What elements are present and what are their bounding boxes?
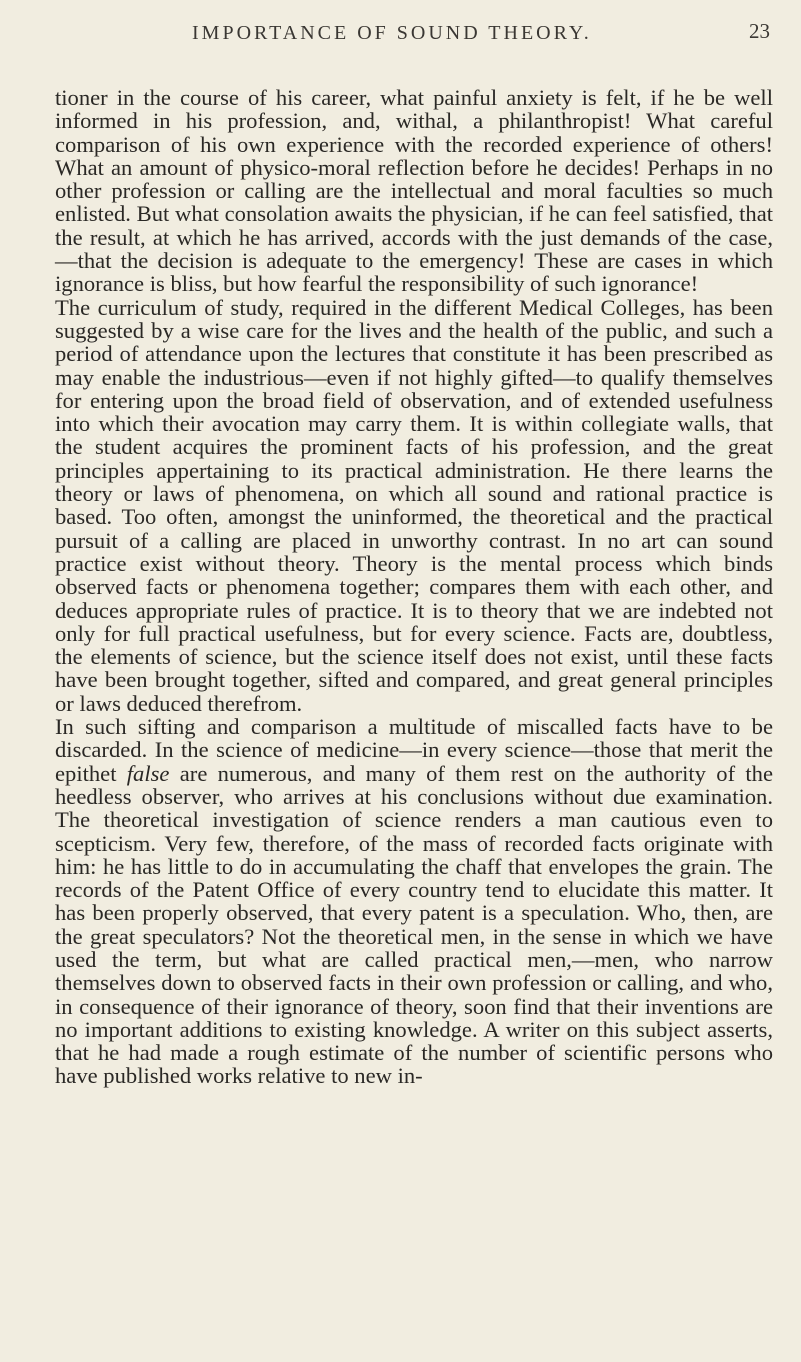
body-text [55,86,773,1088]
italic-word-false: false [126,760,170,786]
page-number: 23 [749,19,770,43]
paragraph-2 [55,296,773,715]
paragraph-1 [55,86,773,296]
paragraph-2-text: The curriculum of study, required in the different Medical Colleges, has been suggested by a wise care for the lives and the health of the public, and such a period of attendance upon the lectures that constitute it has been prescribed as may enable the industrious—even if not highly gifted—to qualify themselves for entering upon the broad field of observation, and of extended usefulness into which their avocation may carry them. It is within collegiate walls, that the student acquires the prominent facts of his profession, and the great principles appertaining to its practical administration. He there learns the theory or laws of phenomena, on which all sound and rational practice is based. Too often, amongst the uninformed, the theoretical and the practical pursuit of a calling are placed in unworthy contrast. In no art can sound practice exist without theory. Theory is the mental process which binds observed facts or phenomena together; compares them with each other, and deduces appropriate rules of practice. It is to theory that we are indebted not only for full practical usefulness, but for every science. Facts are, doubtless, the elements of science, but the science itself does not exist, until these facts have been brought together, sifted and compared, and great general principles or laws deduced therefrom. [55,294,773,716]
running-head: IMPORTANCE OF SOUND THEORY. [192,22,592,44]
paragraph-3-text-before: In such sifting and comparison a multitude of miscalled facts have to be discarded. In the science of medicine—in every science—those that merit the epithet [55,714,773,786]
paragraph-3-text-after: are numerous, and many of them rest on the authority of the heedless observer, who arrives at his conclusions without due examination. The theoretical investigation of science renders a man cautious even to scepticism. Very few, therefore, of the mass of recorded facts originate with him: he has little to do in accumulating the chaff that envelopes the grain. The records of the Patent Office of every country tend to elucidate this matter. It has been properly observed, that every patent is a speculation. Who, then, are the great speculators? Not the theoretical men, in the sense in which we have used the term, but what are called practical men,—men, who narrow themselves down to observed facts in their own profession or calling, and who, in consequence of their ignorance of theory, soon find that their inventions are no important additions to existing knowledge. A writer on this subject asserts, that he had made a rough estimate of the number of scientific persons who have published works relative to new in- [55,760,773,1089]
paragraph-1-text: tioner in the course of his career, what painful anxiety is felt, if he be well informed in his profession, and, withal, a philanthropist! What careful comparison of his own experience with the recorded experience of others! What an amount of physico-moral reflection before he decides! Perhaps in no other profession or calling are the intellectual and moral faculties so much enlisted. But what consolation awaits the physician, if he can feel satisfied, that the result, at which he has arrived, accords with the just demands of the case,—that the decision is adequate to the emergency! These are cases in which ignorance is bliss, but how fearful the responsibility of such ignorance! [55,85,773,297]
paragraph-3 [55,715,773,1088]
